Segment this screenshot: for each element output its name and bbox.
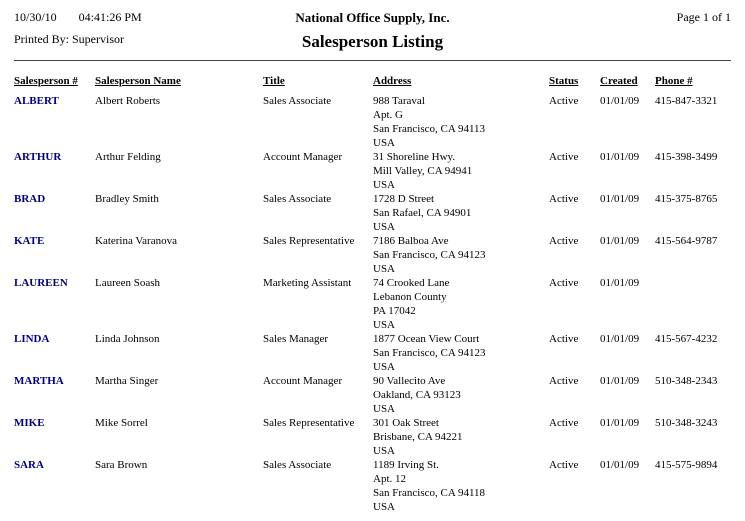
address-line: 31 Shoreline Hwy. <box>373 151 456 163</box>
table-row <box>14 234 731 276</box>
created-cell: 01/01/09 <box>600 235 640 247</box>
address-line: San Francisco, CA 94123 <box>373 347 486 359</box>
status-cell: Active <box>549 459 579 471</box>
table-row <box>14 94 731 150</box>
created-cell: 01/01/09 <box>600 151 640 163</box>
phone-cell: 510-348-3243 <box>655 417 718 429</box>
created-cell: 01/01/09 <box>600 193 640 205</box>
title-cell: Sales Representative <box>263 417 355 429</box>
created-cell: 01/01/09 <box>600 277 640 289</box>
created-cell: 01/01/09 <box>600 417 640 429</box>
column-header-phone: Phone # <box>655 75 693 87</box>
address-line: San Rafael, CA 94901 <box>373 207 472 219</box>
salesperson-name-cell: Sara Brown <box>95 459 148 471</box>
column-header-created: Created <box>600 75 638 87</box>
address-line: Mill Valley, CA 94941 <box>373 165 473 177</box>
address-line: 1189 Irving St. <box>373 459 439 471</box>
salesperson-id-link[interactable]: MIKE <box>14 417 45 429</box>
column-header-salesperson-name: Salesperson Name <box>95 75 181 87</box>
header-left <box>14 10 295 47</box>
title-cell: Marketing Assistant <box>263 277 352 289</box>
column-header-address: Address <box>373 75 412 87</box>
created-cell: 01/01/09 <box>600 333 640 345</box>
address-cell <box>373 458 549 514</box>
table-header-row <box>14 74 731 88</box>
salesperson-id-link[interactable]: ARTHUR <box>14 151 62 163</box>
status-cell: Active <box>549 277 579 289</box>
table-row <box>14 416 731 458</box>
address-line: Brisbane, CA 94221 <box>373 431 463 443</box>
address-line: 90 Vallecito Ave <box>373 375 446 387</box>
address-cell <box>373 374 549 416</box>
salesperson-name-cell: Martha Singer <box>95 375 159 387</box>
salesperson-id-link[interactable]: MARTHA <box>14 375 64 387</box>
address-line: San Francisco, CA 94118 <box>373 487 486 499</box>
report-time: 04:41:26 PM <box>78 10 142 24</box>
phone-cell: 415-564-9787 <box>655 235 718 247</box>
phone-cell: 415-567-4232 <box>655 333 718 345</box>
company-name: National Office Supply, Inc. <box>295 10 450 25</box>
status-cell: Active <box>549 375 579 387</box>
address-line: Apt. G <box>373 109 403 121</box>
title-cell: Sales Associate <box>263 459 332 471</box>
phone-cell: 415-847-3321 <box>655 95 718 107</box>
phone-cell: 415-398-3499 <box>655 151 718 163</box>
report-date: 10/30/10 <box>14 10 57 24</box>
table-body <box>14 94 731 514</box>
address-line: 988 Taraval <box>373 95 425 107</box>
salesperson-id-link[interactable]: KATE <box>14 235 45 247</box>
address-line: USA <box>373 403 396 415</box>
table-row <box>14 458 731 514</box>
address-line: Lebanon County <box>373 291 447 303</box>
address-line: Oakland, CA 93123 <box>373 389 461 401</box>
address-cell <box>373 276 549 332</box>
status-cell: Active <box>549 417 579 429</box>
phone-cell: 415-575-9894 <box>655 459 718 471</box>
table-row <box>14 150 731 192</box>
salesperson-id-link[interactable]: BRAD <box>14 193 46 205</box>
address-cell <box>373 234 549 276</box>
table-row <box>14 332 731 374</box>
address-line: San Francisco, CA 94123 <box>373 249 486 261</box>
address-line: PA 17042 <box>373 305 416 317</box>
salesperson-name-cell: Albert Roberts <box>95 95 161 107</box>
title-cell: Account Manager <box>263 151 343 163</box>
address-line: USA <box>373 361 396 373</box>
column-header-status: Status <box>549 75 579 87</box>
salesperson-id-link[interactable]: LINDA <box>14 333 50 345</box>
phone-cell: 415-375-8765 <box>655 193 718 205</box>
address-line: USA <box>373 263 396 275</box>
created-cell: 01/01/09 <box>600 95 640 107</box>
report-header <box>0 0 745 52</box>
address-cell <box>373 416 549 458</box>
salesperson-name-cell: Laureen Soash <box>95 277 161 289</box>
datetime-line <box>14 10 295 25</box>
salesperson-table <box>0 74 745 514</box>
table-row <box>14 276 731 332</box>
column-header-title: Title <box>263 75 285 87</box>
status-cell: Active <box>549 193 579 205</box>
header-divider <box>14 60 731 61</box>
salesperson-id-link[interactable]: ALBERT <box>14 95 59 107</box>
page-indicator: Page 1 of 1 <box>676 10 731 24</box>
address-line: San Francisco, CA 94113 <box>373 123 486 135</box>
table-row <box>14 192 731 234</box>
column-header-salesperson-number: Salesperson # <box>14 75 78 87</box>
status-cell: Active <box>549 333 579 345</box>
address-cell <box>373 192 549 234</box>
salesperson-name-cell: Katerina Varanova <box>95 235 177 247</box>
address-line: 74 Crooked Lane <box>373 277 450 289</box>
address-line: USA <box>373 445 396 457</box>
address-cell <box>373 332 549 374</box>
salesperson-name-cell: Linda Johnson <box>95 333 160 345</box>
address-line: USA <box>373 179 396 191</box>
title-cell: Sales Representative <box>263 235 355 247</box>
report-title: Salesperson Listing <box>301 32 444 51</box>
address-line: 7186 Balboa Ave <box>373 235 449 247</box>
address-line: USA <box>373 501 396 513</box>
salesperson-name-cell: Bradley Smith <box>95 193 159 205</box>
phone-cell: 510-348-2343 <box>655 375 718 387</box>
status-cell: Active <box>549 95 579 107</box>
title-cell: Sales Associate <box>263 193 332 205</box>
address-line: 1877 Ocean View Court <box>373 333 480 345</box>
address-line: USA <box>373 221 396 233</box>
table-row <box>14 374 731 416</box>
created-cell: 01/01/09 <box>600 459 640 471</box>
address-line: Apt. 12 <box>373 473 406 485</box>
salesperson-name-cell: Arthur Felding <box>95 151 161 163</box>
salesperson-id-link[interactable]: SARA <box>14 459 44 471</box>
title-cell: Sales Manager <box>263 333 329 345</box>
status-cell: Active <box>549 151 579 163</box>
created-cell: 01/01/09 <box>600 375 640 387</box>
title-cell: Sales Associate <box>263 95 332 107</box>
address-cell <box>373 150 549 192</box>
address-line: USA <box>373 137 396 149</box>
salesperson-name-cell: Mike Sorrel <box>95 417 148 429</box>
address-line: 1728 D Street <box>373 193 435 205</box>
salesperson-id-link[interactable]: LAUREEN <box>14 277 68 289</box>
title-cell: Account Manager <box>263 375 343 387</box>
status-cell: Active <box>549 235 579 247</box>
header-center <box>295 10 449 52</box>
address-line: 301 Oak Street <box>373 417 439 429</box>
address-cell <box>373 94 549 150</box>
printed-by: Printed By: Supervisor <box>14 32 124 46</box>
address-line: USA <box>373 319 396 331</box>
